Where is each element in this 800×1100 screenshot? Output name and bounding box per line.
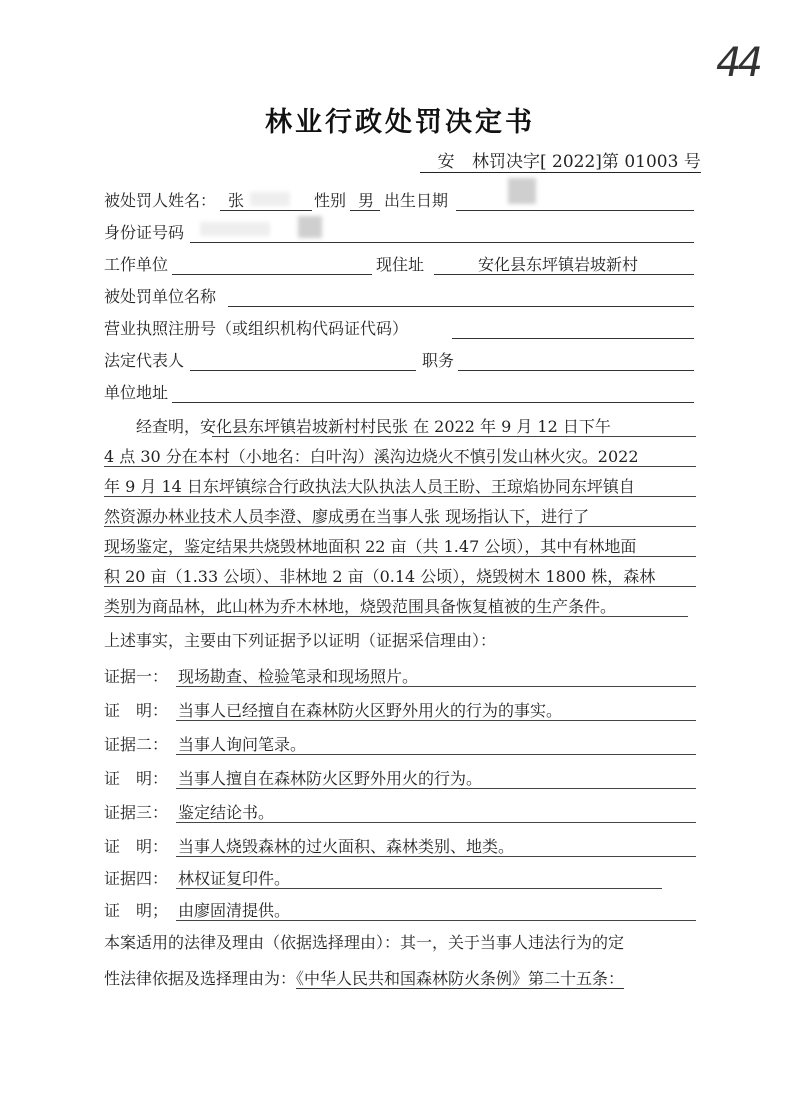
position-blank — [458, 350, 694, 371]
facts-line-2: 4 点 30 分在本村（小地名：白叶沟）溪沟边烧火不慎引发山林火灾。2022 — [104, 447, 639, 466]
proof-3-label: 证 明： — [104, 837, 169, 856]
doc-number-prefix: 安 — [420, 147, 472, 173]
birth-blank — [456, 190, 694, 211]
gender-label: 性别 — [314, 191, 347, 210]
proof-4-label: 证 明； — [104, 901, 169, 920]
document-number — [420, 147, 701, 173]
facts-line-4: 然资源办林业技术人员李澄、廖成勇在当事人张 现场指认下，进行了 — [104, 507, 590, 526]
facts-underline-6 — [104, 586, 696, 587]
proof-3-underline — [176, 856, 696, 857]
facts-underline-4 — [104, 526, 696, 527]
law-line-1: 本案适用的法律及理由（依据选择理由）：其一，关于当事人违法行为的定 — [104, 933, 625, 952]
evidence-3-label: 证据三： — [104, 803, 169, 822]
facts-line-1: 经查明，安化县东坪镇岩坡新村村民张 在 2022 年 9 月 12 日下午 — [136, 417, 611, 436]
id-redaction-1 — [200, 222, 270, 236]
evidence-intro: 上述事实，主要由下列证据予以证明（证据采信理由）： — [104, 631, 497, 650]
license-label: 营业执照注册号（或组织机构代码证代码） — [104, 319, 409, 338]
proof-4-text: 由廖固清提供。 — [178, 901, 291, 920]
facts-line-6: 积 20 亩（1.33 公顷）、非林地 2 亩（0.14 公顷），烧毁树木 1800 株，森林 — [104, 567, 656, 586]
org-address-blank — [172, 382, 694, 403]
position-label: 职务 — [422, 351, 455, 370]
work-unit-blank — [172, 254, 372, 275]
law-line-2-reference: 《中华人民共和国森林防火条例》第二十五条： — [296, 969, 625, 988]
proof-4-underline — [176, 920, 696, 921]
birth-redaction — [508, 178, 536, 204]
birth-label: 出生日期 — [384, 191, 449, 210]
evidence-2-text: 当事人询问笔录。 — [178, 735, 307, 754]
proof-1-underline — [176, 720, 696, 721]
facts-line-7: 类别为商品林，此山林为乔木林地，烧毁范围具备恢复植被的生产条件。 — [104, 597, 617, 616]
evidence-2-underline — [176, 754, 696, 755]
facts-underline-5 — [104, 556, 696, 557]
address-value: 安化县东坪镇岩坡新村 — [478, 255, 639, 274]
evidence-1-label: 证据一： — [104, 667, 169, 686]
proof-3-text: 当事人烧毁森林的过火面积、森林类别、地类。 — [178, 837, 515, 856]
facts-line-3: 年 9 月 14 日东坪镇综合行政执法大队执法人员王盼、王琼焰协同东坪镇自 — [104, 477, 635, 496]
facts-underline-2 — [104, 466, 696, 467]
id-label: 身份证号码 — [104, 223, 185, 242]
facts-underline-1 — [212, 436, 696, 437]
facts-underline-7 — [104, 616, 688, 617]
work-unit-label: 工作单位 — [104, 255, 169, 274]
law-line-2 — [104, 966, 696, 989]
proof-1-label: 证 明： — [104, 701, 169, 720]
org-name-label: 被处罚单位名称 — [104, 287, 217, 306]
evidence-4-text: 林权证复印件。 — [178, 869, 291, 888]
evidence-3-underline — [176, 822, 696, 823]
name-value: 张 — [228, 191, 245, 210]
evidence-2-label: 证据二： — [104, 735, 169, 754]
id-redaction-2 — [298, 216, 322, 238]
page-number: 44 — [716, 40, 759, 86]
doc-number-suffix: 林罚决字[ 2022]第 01003 号 — [472, 147, 701, 173]
proof-2-label: 证 明： — [104, 769, 169, 788]
name-label: 被处罚人姓名： — [104, 191, 217, 210]
address-label: 现住址 — [376, 255, 425, 274]
document-title: 林业行政处罚决定书 — [265, 107, 535, 138]
legal-rep-blank — [190, 350, 416, 371]
evidence-1-text: 现场勘查、检验笔录和现场照片。 — [178, 667, 419, 686]
org-name-blank — [228, 286, 694, 307]
org-address-label: 单位地址 — [104, 383, 169, 402]
proof-2-text: 当事人擅自在森林防火区野外用火的行为。 — [178, 769, 483, 788]
license-blank — [452, 318, 694, 339]
evidence-4-label: 证据四： — [104, 869, 169, 888]
evidence-4-underline — [176, 888, 662, 889]
proof-2-underline — [176, 788, 696, 789]
law-line-2-prefix: 性法律依据及选择理由为： — [104, 969, 297, 988]
gender-value: 男 — [358, 191, 375, 210]
name-redaction — [250, 192, 290, 206]
facts-line-5: 现场鉴定，鉴定结果共烧毁林地面积 22 亩（共 1.47 公顷），其中有林地面 — [104, 537, 637, 556]
proof-1-text: 当事人已经擅自在森林防火区野外用火的行为的事实。 — [178, 701, 563, 720]
legal-rep-label: 法定代表人 — [104, 351, 185, 370]
evidence-3-text: 鉴定结论书。 — [178, 803, 275, 822]
facts-underline-3 — [104, 496, 696, 497]
evidence-1-underline — [176, 686, 696, 687]
